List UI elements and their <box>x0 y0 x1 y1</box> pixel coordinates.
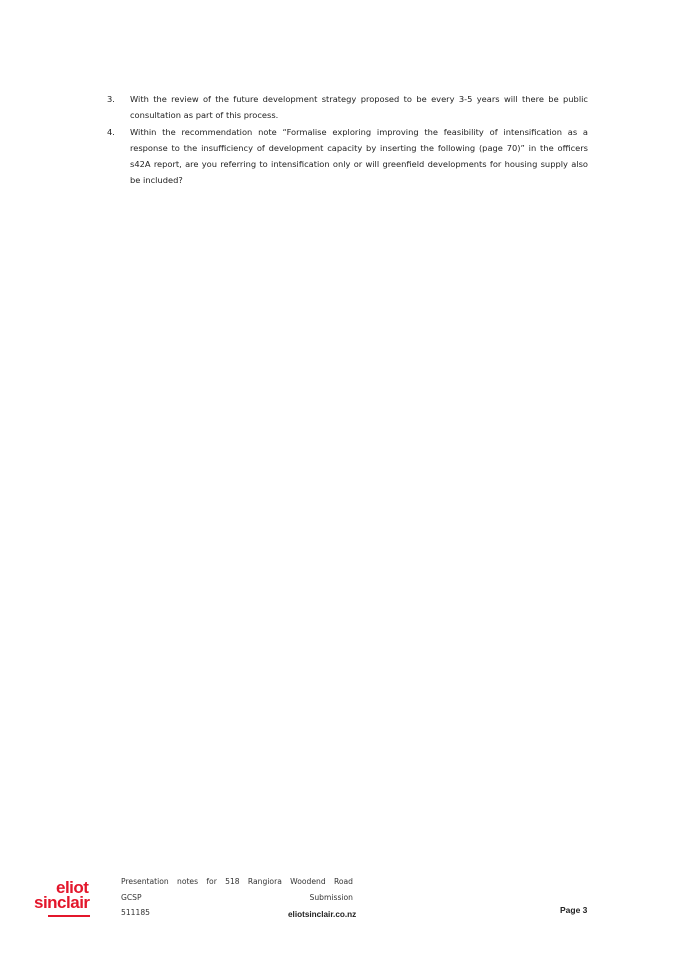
footer-word: Road <box>333 877 353 886</box>
list-item-number: 4. <box>107 126 115 137</box>
footer-word: Woodend <box>290 877 326 886</box>
footer-reference-number: 511185 <box>121 908 150 917</box>
page-footer <box>0 872 675 932</box>
logo-underline <box>48 915 90 917</box>
footer-word: Rangiora <box>247 877 282 886</box>
footer-word: for <box>206 877 217 886</box>
document-body <box>107 91 588 189</box>
footer-word: Presentation <box>121 877 169 886</box>
numbered-list <box>107 91 588 189</box>
footer-word: 518 <box>225 877 240 886</box>
logo-text-eliot: eliot <box>56 878 89 897</box>
list-item-number: 3. <box>107 94 115 104</box>
page-number: Page 3 <box>560 905 588 915</box>
footer-gcsp: GCSP <box>121 892 142 902</box>
list-item <box>107 124 588 189</box>
footer-submission: Submission <box>309 892 353 902</box>
footer-notes-line2 <box>121 890 353 906</box>
list-item <box>107 91 588 124</box>
list-item-text: With the review of the future development strategy proposed to be every 3-5 years will there be public consultation as part of this process. <box>130 94 588 121</box>
footer-notes-line1 <box>121 874 353 890</box>
logo-text-sinclair: sinclair <box>34 893 90 912</box>
footer-word: notes <box>177 877 199 886</box>
list-item-text: Within the recommendation note “Formalise exploring improving the feasibility of intensification as a response to the insufficiency of development capacity by inserting the following (page 70)” in the officers s42A report, are you referring to intensification only or will greenfield developments for housing supply also be included? <box>130 126 588 186</box>
footer-website: eliotsinclair.co.nz <box>288 910 357 919</box>
